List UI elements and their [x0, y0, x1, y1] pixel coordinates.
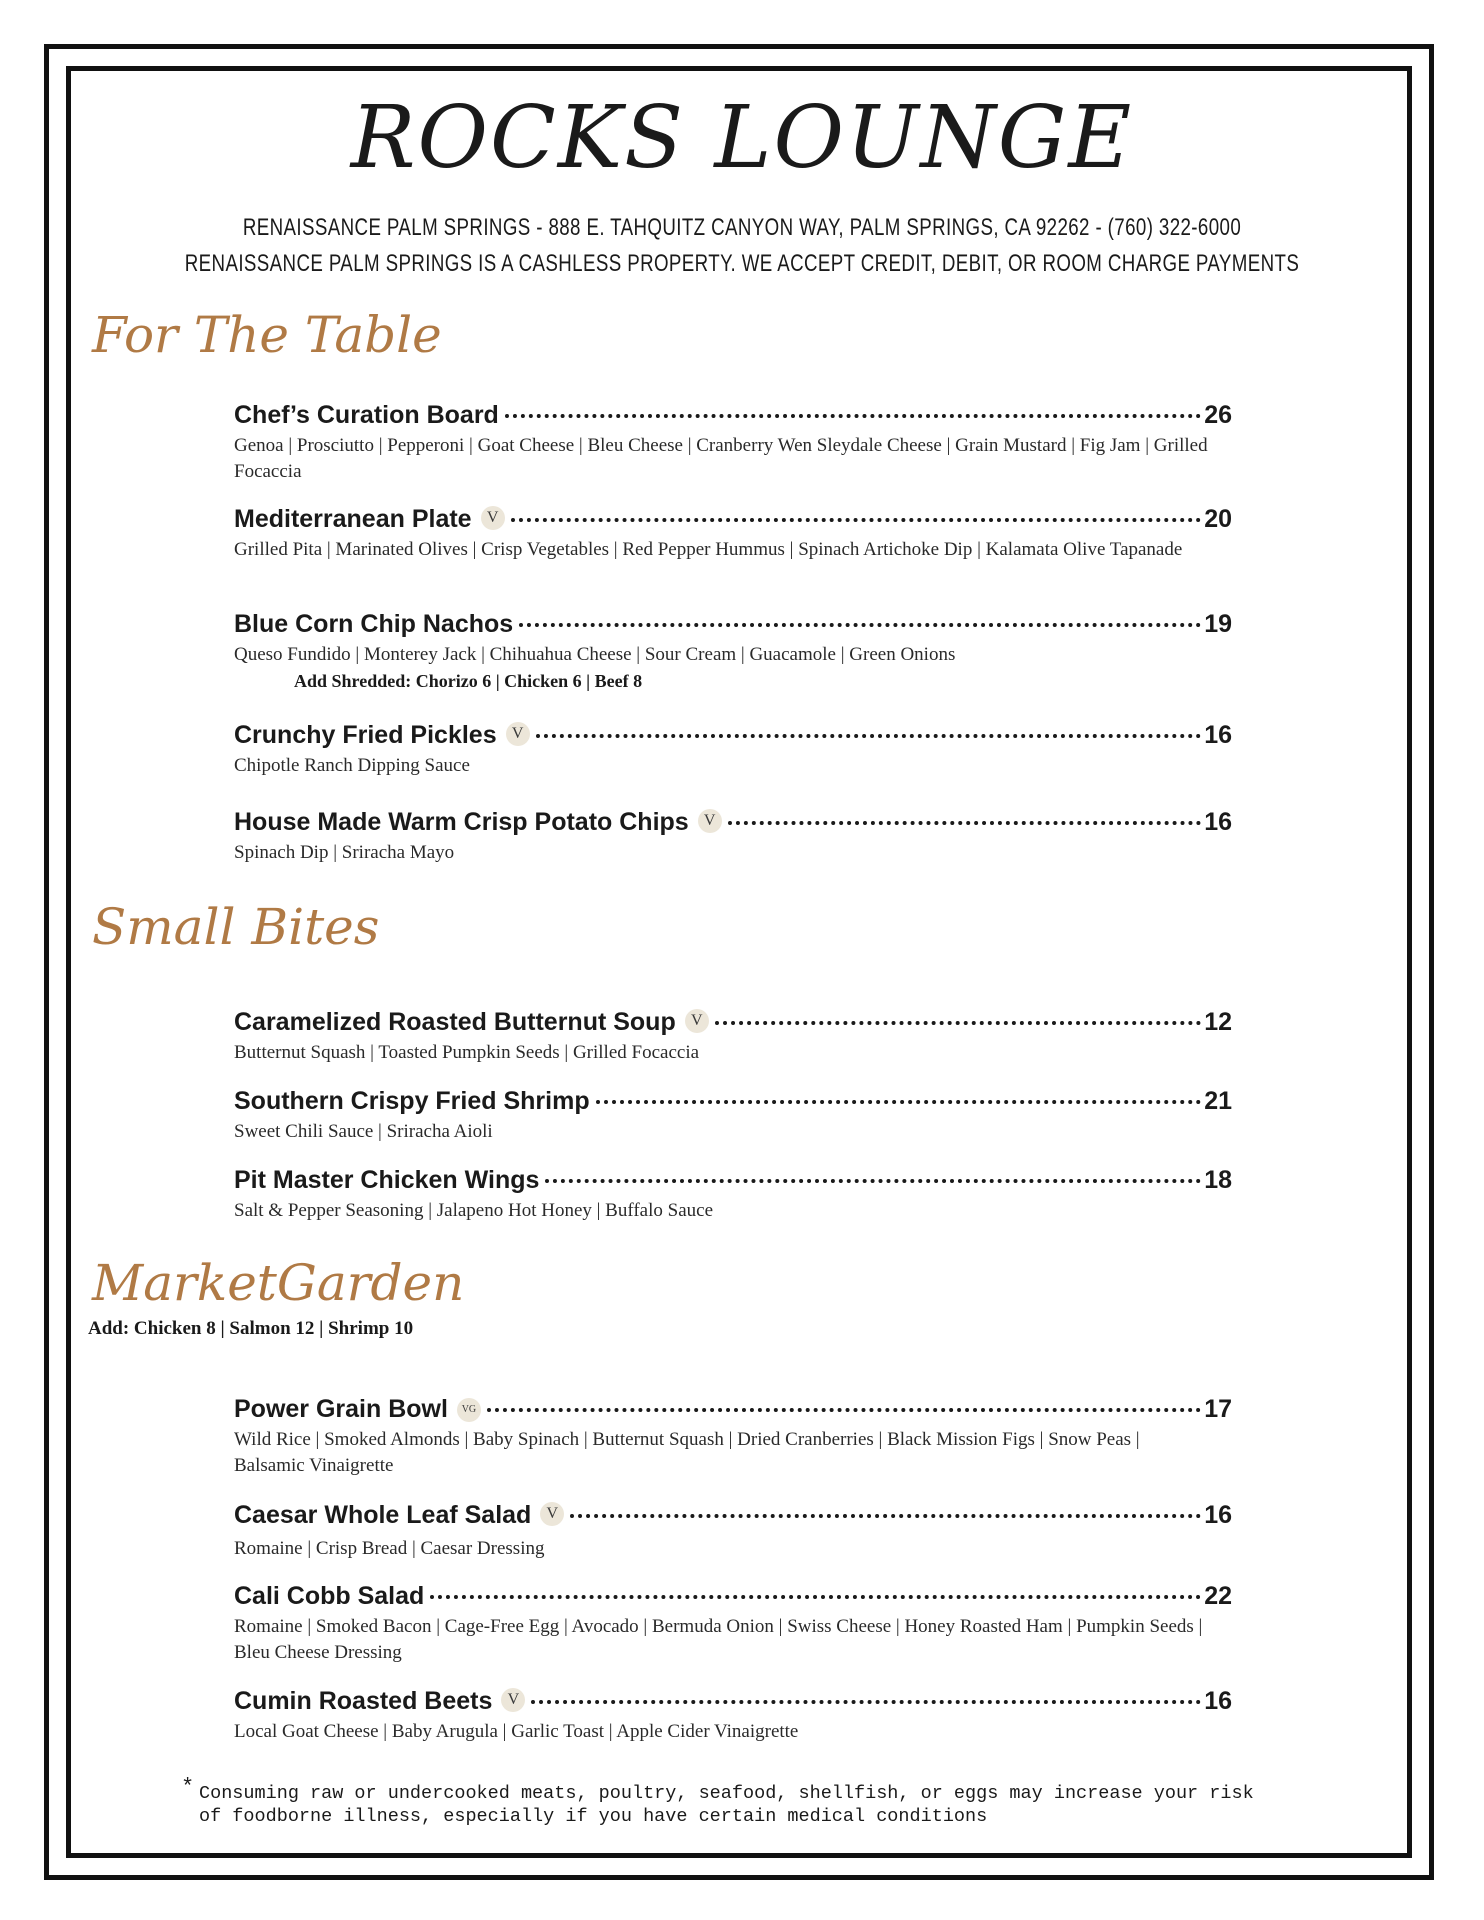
- dot-leader: [430, 1595, 1201, 1599]
- item-name: Pit Master Chicken Wings: [234, 1166, 540, 1194]
- item-name: Cali Cobb Salad: [234, 1582, 425, 1610]
- dot-leader: [596, 1100, 1202, 1104]
- item-description: Queso Fundido | Monterey Jack | Chihuahua Cheese | Sour Cream | Guacamole | Green Onions: [234, 644, 956, 665]
- health-disclaimer: [181, 1775, 1333, 1828]
- address-line: RENAISSANCE PALM SPRINGS - 888 E. TAHQUITZ CANYON WAY, PALM SPRINGS, CA 92262 - (760) 322-6000: [242, 214, 1242, 241]
- item-name: Crunchy Fried Pickles: [234, 721, 497, 749]
- item-name: Southern Crispy Fried Shrimp: [234, 1087, 590, 1115]
- item-description: Genoa | Prosciutto | Pepperoni | Goat Cheese | Bleu Cheese | Cranberry Wen Sleydale Cheese | Grain Mustard | Fig Jam | Grilled Focaccia: [234, 435, 1208, 482]
- item-description: Grilled Pita | Marinated Olives | Crisp Vegetables | Red Pepper Hummus | Spinach Artichoke Dip | Kalamata Olive Tapanade: [234, 539, 1183, 560]
- item-price: 16: [1204, 1501, 1232, 1529]
- item-price: 20: [1204, 505, 1232, 533]
- item-name: Blue Corn Chip Nachos: [234, 610, 514, 638]
- item-name: House Made Warm Crisp Potato Chips: [234, 808, 689, 836]
- item-description: Romaine | Crisp Bread | Caesar Dressing: [234, 1538, 545, 1559]
- section-title-small-bites: Small Bites: [92, 898, 380, 956]
- item-price: 16: [1204, 1687, 1232, 1715]
- item-price: 21: [1204, 1087, 1232, 1115]
- dot-leader: [570, 1514, 1201, 1518]
- disclaimer-line-1: Consuming raw or undercooked meats, poultry, seafood, shellfish, or eggs may increase your risk: [199, 1783, 1254, 1804]
- item-name: Chef’s Curation Board: [234, 401, 499, 429]
- item-price: 12: [1204, 1008, 1232, 1036]
- item-description: Spinach Dip | Sriracha Mayo: [234, 842, 455, 863]
- section-add-ons: Add: Chicken 8 | Salmon 12 | Shrimp 10: [88, 1318, 414, 1339]
- item-description: Salt & Pepper Seasoning | Jalapeno Hot Honey | Buffalo Sauce: [234, 1200, 713, 1221]
- item-name: Cumin Roasted Beets: [234, 1687, 493, 1715]
- menu-item: [234, 808, 1232, 866]
- item-price: 17: [1204, 1395, 1232, 1423]
- item-description: Chipotle Ranch Dipping Sauce: [234, 755, 470, 776]
- menu-item: [234, 505, 1232, 563]
- menu-item: [234, 1687, 1232, 1745]
- menu-item: [234, 401, 1232, 485]
- item-price: 22: [1204, 1582, 1232, 1610]
- dot-leader: [487, 1408, 1201, 1412]
- menu-item: [234, 1166, 1232, 1224]
- item-name: Caramelized Roasted Butternut Soup: [234, 1008, 676, 1036]
- item-name: Power Grain Bowl: [234, 1395, 448, 1423]
- menu-item: [234, 610, 1232, 694]
- item-price: 18: [1204, 1166, 1232, 1194]
- asterisk: *: [181, 1775, 195, 1800]
- item-description: Romaine | Smoked Bacon | Cage-Free Egg | Avocado | Bermuda Onion | Swiss Cheese | Honey Roasted Ham | Pumpkin Seeds | Bleu Cheese Dressing: [234, 1616, 1203, 1663]
- item-description: Sweet Chili Sauce | Sriracha Aioli: [234, 1121, 493, 1142]
- item-price: 26: [1204, 401, 1232, 429]
- vegetarian-badge: V: [685, 1009, 709, 1033]
- dot-leader: [715, 1021, 1201, 1025]
- item-name: Caesar Whole Leaf Salad: [234, 1501, 532, 1529]
- menu-item: [234, 721, 1232, 779]
- menu-item: [234, 1395, 1232, 1479]
- dot-leader: [545, 1179, 1201, 1183]
- item-name: Mediterranean Plate: [234, 505, 472, 533]
- vegetarian-badge: V: [501, 1688, 525, 1712]
- menu-item: [234, 1087, 1232, 1145]
- item-description: Butternut Squash | Toasted Pumpkin Seeds | Grilled Focaccia: [234, 1042, 700, 1063]
- item-description: Local Goat Cheese | Baby Arugula | Garlic Toast | Apple Cider Vinaigrette: [234, 1721, 799, 1742]
- item-price: 16: [1204, 721, 1232, 749]
- section-title-for-the-table: For The Table: [92, 306, 442, 364]
- vegetarian-badge: V: [540, 1502, 564, 1526]
- dot-leader: [531, 1700, 1201, 1704]
- dot-leader: [519, 623, 1201, 627]
- item-add-ons: Add Shredded: Chorizo 6 | Chicken 6 | Beef 8: [294, 671, 643, 691]
- disclaimer-line-2: of foodborne illness, especially if you have certain medical conditions: [199, 1806, 988, 1827]
- menu-item: [234, 1582, 1232, 1666]
- dot-leader: [536, 734, 1202, 738]
- vegetarian-badge: V: [506, 722, 530, 746]
- dot-leader: [511, 518, 1202, 522]
- dot-leader: [505, 414, 1201, 418]
- vegan-badge: VG: [457, 1398, 481, 1422]
- menu-item: [234, 1008, 1232, 1066]
- menu-title: ROCKS LOUNGE: [350, 88, 1134, 188]
- dot-leader: [728, 821, 1202, 825]
- menu-item: [234, 1501, 1232, 1562]
- vegetarian-badge: V: [698, 809, 722, 833]
- payment-notice: RENAISSANCE PALM SPRINGS IS A CASHLESS PROPERTY. WE ACCEPT CREDIT, DEBIT, OR ROOM CHARGE PAYMENTS: [184, 250, 1300, 277]
- section-title-market-garden: MarketGarden: [92, 1254, 465, 1312]
- item-description: Wild Rice | Smoked Almonds | Baby Spinach | Butternut Squash | Dried Cranberries | Black Mission Figs | Snow Peas | Balsamic Vinaigrette: [234, 1429, 1140, 1476]
- item-price: 19: [1204, 610, 1232, 638]
- item-price: 16: [1204, 808, 1232, 836]
- vegetarian-badge: V: [481, 506, 505, 530]
